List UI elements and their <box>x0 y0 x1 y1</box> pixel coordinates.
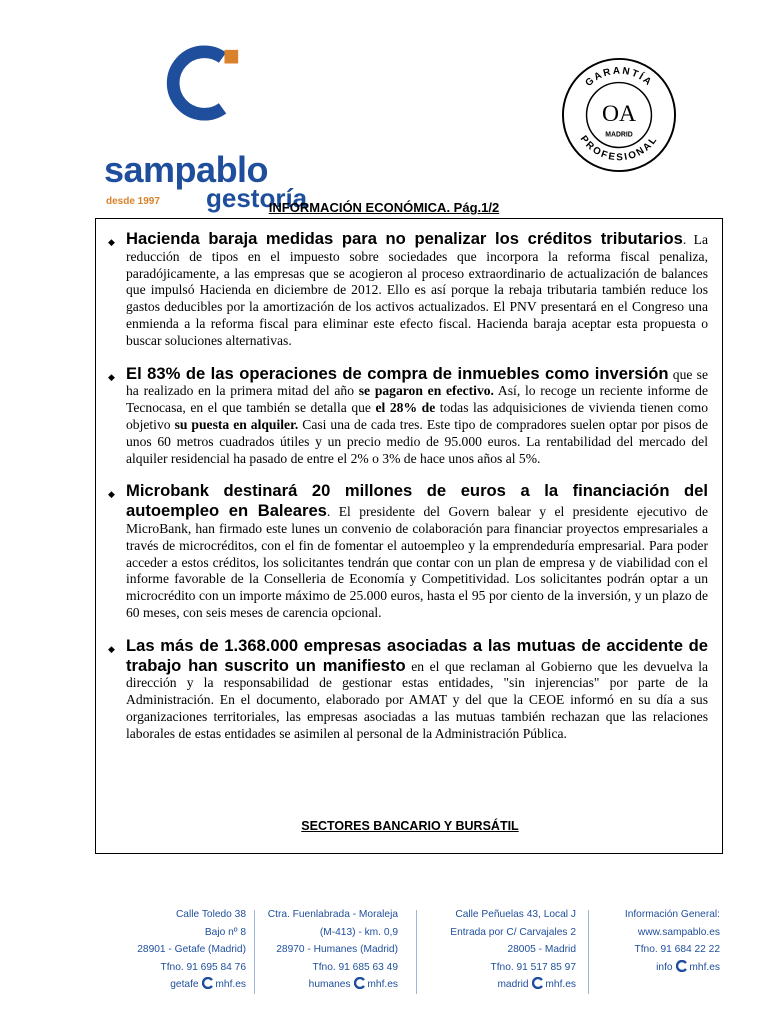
footer-line: Calle Toledo 38 <box>175 909 246 920</box>
news-emphasis: el 28% de <box>375 400 436 416</box>
news-headline: Hacienda baraja medidas para no penalizar los créditos tributarios <box>126 229 683 248</box>
section-title: SECTORES BANCARIO Y BURSÁTIL <box>301 819 519 833</box>
seal-bottom-text: PROFESIONAL <box>577 133 661 164</box>
footer-divider <box>416 910 417 994</box>
news-item <box>108 636 708 743</box>
news-list <box>108 229 708 757</box>
footer-line: Información General: <box>624 909 720 920</box>
footer-email[interactable]: info mhf.es <box>656 961 720 973</box>
news-headline: Las más de 1.368.000 empresas asociadas a las mutuas de accidente de trabajo han suscrito un manifiesto <box>126 635 708 675</box>
seal-top-text: GARANTÍA <box>583 65 655 89</box>
news-item <box>108 229 708 350</box>
logo-sub: gestoría <box>206 183 308 213</box>
footer-office-getafe <box>96 906 246 994</box>
footer-line: 28005 - Madrid <box>507 944 576 955</box>
footer-line: Entrada por C/ Carvajales 2 <box>450 926 576 938</box>
footer-email[interactable]: madrid mhf.es <box>497 979 576 990</box>
news-body: en el que reclaman al Gobierno que les devuelva la dirección y la responsabilidad de gestionar estas entidades, "sin injerencias" por parte de la Administración. En el documento, elaborado por AMAT y del que la CEOE informó en su día a sus organizaciones territoriales, las empresas asociadas a las mutuas también rechazan que las relaciones laborales de estas entidades se asimilen al personal de la Administración Pública. <box>126 658 708 741</box>
mhf-logo-icon <box>532 977 544 989</box>
footer-line: Tfno. 91 517 85 97 <box>490 961 576 973</box>
page-title: INFORMACIÓN ECONÓMICA. Pág.1/2 <box>268 200 500 215</box>
footer-line: Tfno. 91 684 22 22 <box>634 944 720 955</box>
mhf-logo-icon <box>676 960 688 972</box>
logo-since: desde 1997 <box>106 196 160 207</box>
footer-line: Bajo nº 8 <box>204 926 246 938</box>
news-body: todas las adquisiciones de vivienda tienen como objetivo <box>126 400 708 432</box>
logo-name: sampablo <box>104 149 269 190</box>
svg-text:GARANTÍA <box>583 66 654 89</box>
bullet-icon: ◆ <box>108 237 115 247</box>
news-item <box>108 364 708 468</box>
bullet-icon: ◆ <box>108 489 115 500</box>
footer-email[interactable]: getafe mhf.es <box>170 979 246 990</box>
news-body: Casi una de cada tres. Este tipo de compradores suelen optar por pisos de unos 60 metros cuadrados útiles y un precio medio de 95.000 euros. La rentabilidad del mercado del alquiler residencial ha pasado de entre el 2% o 3% de hace unos años al 5%. <box>126 416 708 466</box>
news-emphasis: su puesta en alquiler. <box>174 416 299 432</box>
news-item <box>108 481 708 621</box>
footer-info <box>570 906 720 976</box>
bullet-icon: ◆ <box>108 643 115 654</box>
company-logo <box>104 44 324 213</box>
footer-office-madrid <box>426 906 576 994</box>
footer-line: 28901 - Getafe (Madrid) <box>137 944 246 955</box>
footer-website[interactable]: www.sampablo.es <box>637 926 720 938</box>
seal-center: OA <box>601 100 637 127</box>
news-body: que se ha realizado en la primera mitad del año <box>126 366 708 399</box>
footer-email[interactable]: humanes mhf.es <box>308 979 398 990</box>
news-box <box>95 218 723 854</box>
mhf-logo-icon <box>354 977 366 989</box>
news-body: . El presidente del Govern balear y el presidente ejecutivo de MicroBank, han firmado este lunes un convenio de colaboración para financiar proyectos empresariales a través de microcréditos, con el fin de fomentar el autoempleo y la emprendeduría empresarial. Para poder acceder a estos créditos, los solicitantes tendrán que contar con un plan de empresa y de viabilidad con el informe favorable de la Conselleria de Economía y Competitividad. Los solicitantes podrán optar a un microcrédito con un importe máximo de 25.000 euros, hasta el 95 por ciento de la inversión, y un plazo de 60 meses, con seis meses de carencia opcional. <box>126 504 708 620</box>
quality-seal-icon <box>560 56 678 174</box>
footer-line: (M-413) - km. 0,9 <box>319 926 398 938</box>
footer-line: Tfno. 91 685 63 49 <box>312 961 398 973</box>
seal-city: MADRID <box>605 131 633 139</box>
news-headline: Microbank destinará 20 millones de euros a la financiación del autoempleo en Baleares <box>126 481 708 521</box>
footer-line: Calle Peñuelas 43, Local J <box>455 909 576 920</box>
cs-logo-mark-icon <box>166 44 244 122</box>
mhf-logo-icon <box>202 977 214 989</box>
news-body: Así, lo recoge un reciente informe de Tecnocasa, en el que también se detalla que <box>126 383 708 416</box>
news-body: . La reducción de tipos en el impuesto sobre sociedades que incorpora la reforma fiscal penaliza, paradójicamente, a las empresas que se acogieron al proceso extraordinario de actualización de balances que impulsó Hacienda en diciembre de 2012. Ello es así porque la rebaja tributaria también reduce los gastos deducibles por la amortización de los activos actualizados. El PNV presentará en el Congreso una enmienda a la reforma fiscal para eliminar este efecto fiscal. Hacienda baraja aceptar esta propuesta o buscar soluciones alternativas. <box>126 232 708 348</box>
bullet-icon: ◆ <box>108 371 115 382</box>
news-emphasis: se pagaron en efectivo. <box>358 383 494 399</box>
office-footer <box>96 906 726 998</box>
footer-line: Tfno. 91 695 84 76 <box>160 961 246 973</box>
footer-line: 28970 - Humanes (Madrid) <box>276 944 398 955</box>
footer-office-humanes <box>246 906 398 994</box>
footer-line: Ctra. Fuenlabrada - Moraleja <box>267 909 398 920</box>
news-headline: El 83% de las operaciones de compra de inmuebles como inversión <box>126 363 669 383</box>
